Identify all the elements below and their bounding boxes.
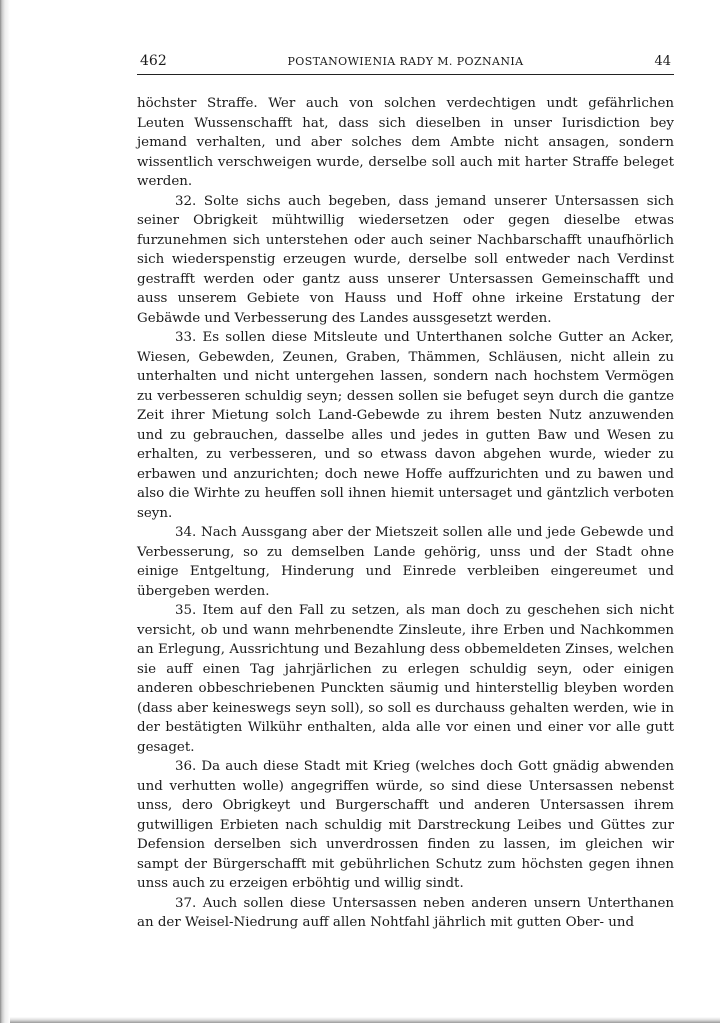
- paragraph-35: 35. Item auf den Fall zu setzen, als man doch zu geschehen sich nicht versicht, ob und wann mehrbenendte Zinsleute, ihre Erben und Nachkommen an Erlegung, Aussrichtung und Bezahlung dess obbemeldeten Zinses, welchen sie auff einen Tag jahrjärlichen zu erlegen schuldig seyn, oder einigen anderen obbeschriebenen Punckten säumig und hinterstellig bleyben worden (dass aber keineswegs seyn soll), so soll es durchauss gehalten werden, wie in der bestätigten Wilkühr enthalten, alda alle vor einen und einer vor alle gutt gesaget.: [137, 603, 674, 755]
- section-number: 44: [654, 54, 671, 69]
- document-body: [137, 94, 674, 933]
- paragraph-continuation: höchster Straffe. Wer auch von solchen verdechtigen undt gefährlichen Leuten Wussenschafft hat, dass sich dieselben in unser Iurisdiction bey jemand verhalten, und aber solches dem Ambte nicht ansagen, sondern wissentlich verschweigen wurde, derselbe soll auch mit harter Straffe beleget werden.: [137, 96, 674, 189]
- page-spine-shadow: [0, 0, 10, 1023]
- running-title: POSTANOWIENIA RADY M. POZNANIA: [287, 55, 524, 68]
- paragraph-36: 36. Da auch diese Stadt mit Krieg (welches doch Gott gnädig abwenden und verhutten wolle) angegriffen würde, so sind diese Untersassen nebenst unss, dero Obrigkeyt und Burgerschafft und anderen Untersassen ihrem gutwilligen Erbieten nach schuldig mit Darstreckung Leibes und Güttes zur Defension derselben sich unverdrossen finden zu lassen, im gleichen wir sampt der Bürgerschafft mit gebührlichen Schutz zum höchsten gegen ihnen unss auch zu erzeigen erböhtig und willig sindt.: [137, 759, 674, 891]
- paragraph-37: 37. Auch sollen diese Untersassen neben anderen unsern Unterthanen an der Weisel-Niedrung auff allen Nohtfahl jährlich mit gutten Ober- und: [137, 895, 674, 930]
- paragraph-34: 34. Nach Aussgang aber der Mietszeit sollen alle und jede Gebewde und Verbesserung, so zu demselben Lande gehörig, unss und der Stadt ohne einige Entgeltung, Hinderung und Einrede verbleiben eingereumet und übergeben werden.: [137, 525, 674, 599]
- running-header: [137, 50, 674, 75]
- page-bottom-edge: [10, 1017, 720, 1023]
- paragraph-33: 33. Es sollen diese Mitsleute und Unterthanen solche Gutter an Acker, Wiesen, Gebewden, Zeunen, Graben, Thämmen, Schläusen, nicht allein zu unterhalten und nicht untergehen lassen, sondern nach hochstem Vermögen zu verbesseren schuldig seyn; dessen sollen sie befuget seyn durch die gantze Zeit ihrer Mietung solch Land-Gebewde zu ihrem besten Nutz anzuwenden und zu gebrauchen, dasselbe alles und jedes in gutten Baw und Wesen zu erhalten, zu verbesseren, und so etwass davon abgehen wurde, wieder zu erbawen und anzurichten; doch newe Hoffe auffzurichten und zu bawen und also die Wirhte zu heuffen soll ihnen hiemit untersaget und gäntzlich verboten seyn.: [137, 330, 674, 521]
- page-number: 462: [140, 53, 167, 69]
- paragraph-32: 32. Solte sichs auch begeben, dass jemand unserer Untersassen sich seiner Obrigkeit mühtwillig wiedersetzen oder gegen dieselbe etwas furzunehmen sich unterstehen oder auch seiner Nachbarschafft unaufhörlich sich wiederspenstig erzeugen wurde, derselbe soll entweder nach Verdinst gestrafft werden oder gantz auss unserer Untersassen Gemeinschafft und auss unserem Gebiete von Hauss und Hoff ohne irkeine Erstatung der Gebäwde und Verbesserung des Landes aussgesetzt werden.: [137, 193, 674, 326]
- document-page: [137, 50, 674, 933]
